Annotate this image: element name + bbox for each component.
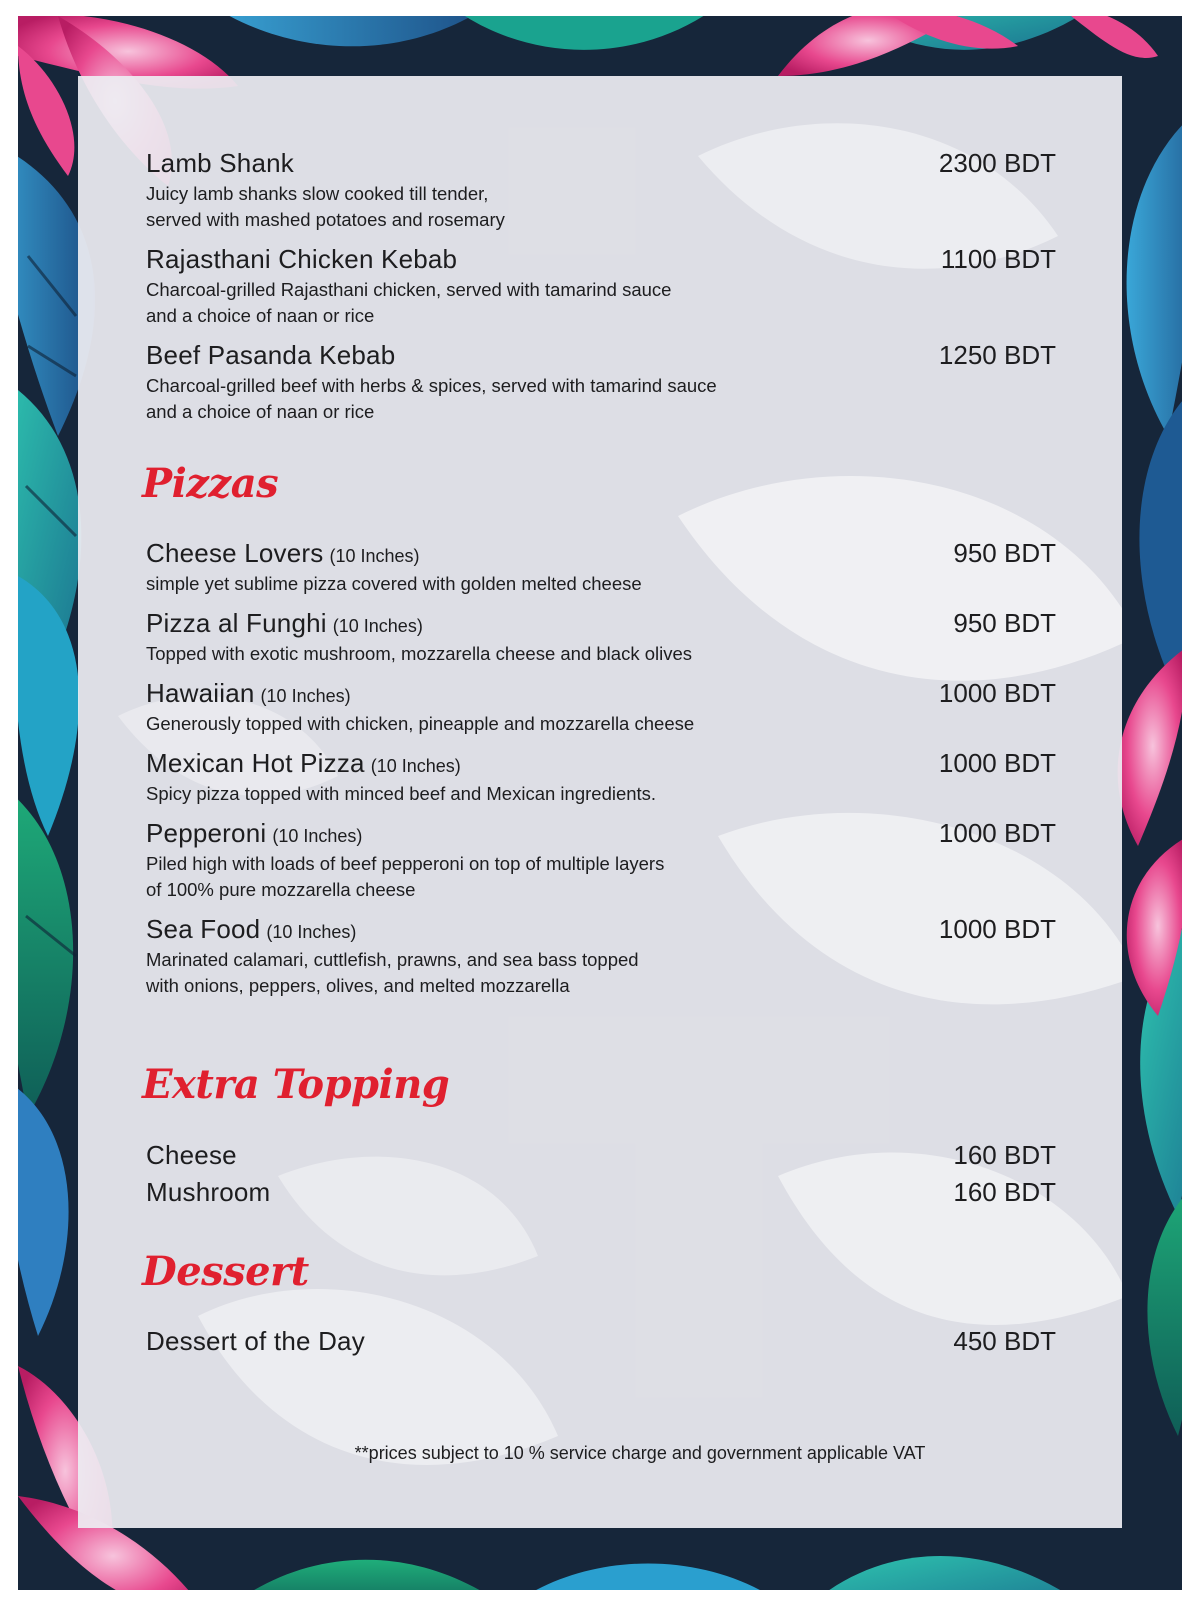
menu-item — [146, 538, 1056, 597]
item-price: 950 BDT — [953, 608, 1056, 638]
item-name: Hawaiian — [146, 678, 255, 708]
item-price: 1000 BDT — [938, 678, 1056, 708]
item-price: 1000 BDT — [938, 818, 1056, 848]
item-description: Marinated calamari, cuttlefish, prawns, and sea bass topped — [146, 949, 639, 970]
item-description: with onions, peppers, olives, and melted mozzarella — [146, 975, 570, 996]
item-size: (10 Inches) — [266, 922, 357, 942]
item-description: and a choice of naan or rice — [146, 305, 375, 326]
item-description: Charcoal-grilled beef with herbs & spices, served with tamarind sauce — [146, 375, 717, 396]
item-size: (10 Inches) — [272, 826, 363, 846]
item-name: Mushroom — [146, 1177, 271, 1207]
section-title-extra-topping: Extra Topping — [142, 1061, 450, 1108]
menu-item — [146, 914, 1056, 999]
item-name: Mexican Hot Pizza — [146, 748, 365, 778]
pink-flower-right — [1118, 646, 1182, 1016]
item-description: Topped with exotic mushroom, mozzarella cheese and black olives — [146, 643, 693, 664]
section-title-dessert: Dessert — [142, 1248, 309, 1295]
item-price: 1000 BDT — [938, 748, 1056, 778]
menu-panel — [78, 76, 1122, 1528]
menu-item — [146, 148, 1056, 233]
item-price: 950 BDT — [953, 538, 1056, 568]
menu-item — [146, 1177, 1056, 1208]
menu-item — [146, 1140, 1056, 1171]
item-description: simple yet sublime pizza covered with golden melted cheese — [146, 573, 642, 594]
menu-item — [146, 1326, 1056, 1357]
item-description: of 100% pure mozzarella cheese — [146, 879, 416, 900]
item-price: 1000 BDT — [938, 914, 1056, 944]
item-size: (10 Inches) — [329, 546, 420, 566]
item-size: (10 Inches) — [370, 756, 461, 776]
item-price: 2300 BDT — [938, 148, 1056, 178]
item-price: 1100 BDT — [940, 244, 1056, 274]
item-description: Piled high with loads of beef pepperoni on top of multiple layers — [146, 853, 665, 874]
item-name: Lamb Shank — [146, 148, 294, 178]
item-price: 160 BDT — [953, 1177, 1056, 1207]
item-name: Cheese Lovers — [146, 538, 324, 568]
item-name: Sea Food — [146, 914, 261, 944]
pink-flower-top-right — [778, 16, 1158, 76]
footer-note: **prices subject to 10 % service charge and government applicable VAT — [354, 1443, 926, 1463]
menu-content — [78, 76, 1122, 1528]
item-description: Juicy lamb shanks slow cooked till tender, — [146, 183, 489, 204]
menu-item — [146, 608, 1056, 667]
item-name: Beef Pasanda Kebab — [146, 340, 396, 370]
menu-item — [146, 678, 1056, 737]
item-name: Pizza al Funghi — [146, 608, 327, 638]
item-description: Spicy pizza topped with minced beef and Mexican ingredients. — [146, 783, 657, 804]
item-size: (10 Inches) — [332, 616, 423, 636]
menu-item — [146, 818, 1056, 903]
item-description: and a choice of naan or rice — [146, 401, 375, 422]
item-price: 450 BDT — [953, 1326, 1056, 1356]
item-name: Cheese — [146, 1140, 237, 1170]
item-description: Generously topped with chicken, pineapple and mozzarella cheese — [146, 713, 695, 734]
item-price: 160 BDT — [953, 1140, 1056, 1170]
item-size: (10 Inches) — [260, 686, 351, 706]
item-name: Dessert of the Day — [146, 1326, 365, 1356]
item-price: 1250 BDT — [938, 340, 1056, 370]
item-name: Rajasthani Chicken Kebab — [146, 244, 458, 274]
section-title-pizzas: Pizzas — [142, 460, 279, 507]
menu-item — [146, 748, 1056, 807]
menu-item — [146, 340, 1056, 425]
menu-item — [146, 244, 1056, 329]
item-name: Pepperoni — [146, 818, 267, 848]
item-description: Charcoal-grilled Rajasthani chicken, served with tamarind sauce — [146, 279, 672, 300]
item-description: served with mashed potatoes and rosemary — [146, 209, 505, 230]
